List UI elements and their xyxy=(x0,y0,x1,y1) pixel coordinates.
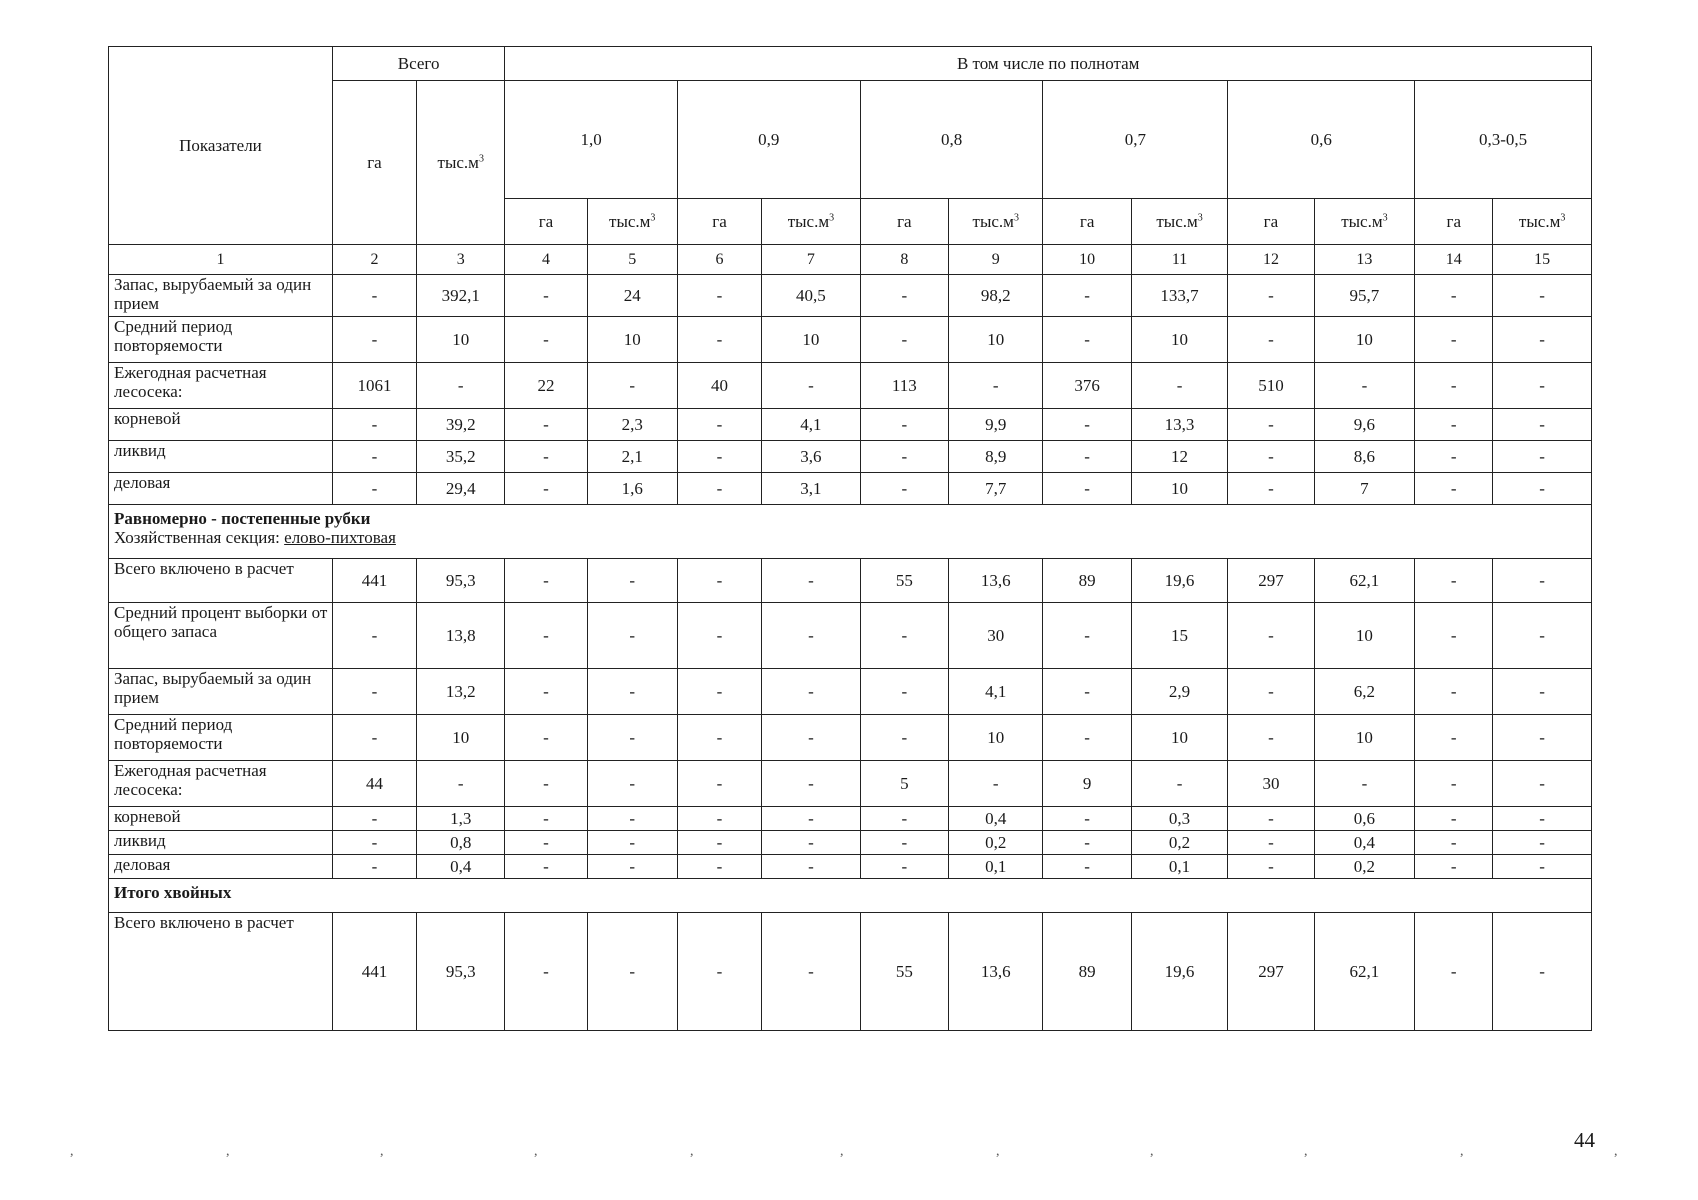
table-cell: - xyxy=(587,603,677,669)
table-cell: - xyxy=(587,761,677,807)
row-label: корневой xyxy=(109,409,333,441)
density-header-1: 1,0 xyxy=(505,81,678,199)
table-cell: - xyxy=(332,409,416,441)
table-cell: - xyxy=(1493,715,1592,761)
table-row xyxy=(109,275,1592,317)
table-cell: - xyxy=(1228,669,1314,715)
table-cell: - xyxy=(860,831,948,855)
table-row xyxy=(109,603,1592,669)
table-cell: - xyxy=(1493,275,1592,317)
table-cell: 5 xyxy=(860,761,948,807)
row-label: деловая xyxy=(109,855,333,879)
table-cell: 0,6 xyxy=(1314,807,1415,831)
section-row xyxy=(109,505,1592,559)
table-cell: 10 xyxy=(1314,715,1415,761)
table-row xyxy=(109,363,1592,409)
column-number: 2 xyxy=(332,245,416,275)
table-cell: 12 xyxy=(1131,441,1228,473)
scan-mark: , xyxy=(70,1144,74,1159)
table-row xyxy=(109,807,1592,831)
table-cell: - xyxy=(1043,441,1131,473)
table-cell: 13,3 xyxy=(1131,409,1228,441)
unit-m3-header: $тыс.м^3$ xyxy=(762,199,861,245)
table-cell: 2,9 xyxy=(1131,669,1228,715)
table-cell: 30 xyxy=(949,603,1043,669)
density-header-4: 0,7 xyxy=(1043,81,1228,199)
table-cell: - xyxy=(332,603,416,669)
table-row xyxy=(109,855,1592,879)
table-cell: 2,3 xyxy=(587,409,677,441)
table-cell: 95,7 xyxy=(1314,275,1415,317)
table-cell: - xyxy=(505,855,587,879)
table-cell: 10 xyxy=(1131,715,1228,761)
column-number: 3 xyxy=(417,245,505,275)
table-cell: 0,8 xyxy=(417,831,505,855)
total-header: Всего xyxy=(332,47,505,81)
table-cell: 55 xyxy=(860,559,948,603)
table-cell: 19,6 xyxy=(1131,559,1228,603)
table-cell: - xyxy=(677,559,761,603)
density-header-5: 0,6 xyxy=(1228,81,1415,199)
table-cell: - xyxy=(1228,603,1314,669)
table-cell: - xyxy=(677,317,761,363)
table-cell: 95,3 xyxy=(417,913,505,1031)
table-cell: 10 xyxy=(1314,317,1415,363)
table-cell: - xyxy=(677,807,761,831)
table-cell: 1,6 xyxy=(587,473,677,505)
table-cell: 510 xyxy=(1228,363,1314,409)
table-cell: - xyxy=(1415,913,1493,1031)
table-cell: - xyxy=(1131,761,1228,807)
table-cell: - xyxy=(762,855,861,879)
table-cell: - xyxy=(1043,317,1131,363)
row-label: Всего включено в расчет xyxy=(109,559,333,603)
table-cell: - xyxy=(1228,807,1314,831)
table-cell: - xyxy=(505,473,587,505)
unit-ha-header: га xyxy=(677,199,761,245)
table-cell: 4,1 xyxy=(762,409,861,441)
table-cell: 9,9 xyxy=(949,409,1043,441)
table-cell: - xyxy=(762,913,861,1031)
table-cell: - xyxy=(1228,275,1314,317)
unit-ha-header: га xyxy=(860,199,948,245)
table-cell: - xyxy=(417,761,505,807)
table-cell: 392,1 xyxy=(417,275,505,317)
table-cell: - xyxy=(860,807,948,831)
table-cell: - xyxy=(1415,441,1493,473)
table-cell: - xyxy=(677,669,761,715)
table-cell: - xyxy=(949,761,1043,807)
table-row xyxy=(109,761,1592,807)
table-cell: - xyxy=(1228,409,1314,441)
table-cell: - xyxy=(332,855,416,879)
table-cell: - xyxy=(860,409,948,441)
row-label: ликвид xyxy=(109,831,333,855)
table-cell: - xyxy=(1493,807,1592,831)
table-cell: - xyxy=(677,913,761,1031)
table-cell: - xyxy=(1415,363,1493,409)
by-density-header: В том числе по полнотам xyxy=(505,47,1592,81)
total-ha-header: га xyxy=(332,81,416,245)
table-cell: 13,6 xyxy=(949,913,1043,1031)
row-label: деловая xyxy=(109,473,333,505)
column-number: 1 xyxy=(109,245,333,275)
table-cell: 10 xyxy=(1314,603,1415,669)
table-cell: - xyxy=(1043,715,1131,761)
table-cell: - xyxy=(1493,761,1592,807)
table-cell: - xyxy=(1493,831,1592,855)
table-cell: - xyxy=(505,831,587,855)
table-cell: - xyxy=(1314,363,1415,409)
table-cell: 29,4 xyxy=(417,473,505,505)
row-label: корневой xyxy=(109,807,333,831)
column-number: 15 xyxy=(1493,245,1592,275)
column-number: 14 xyxy=(1415,245,1493,275)
table-cell: - xyxy=(860,275,948,317)
table-cell: - xyxy=(1043,275,1131,317)
table-cell: 22 xyxy=(505,363,587,409)
table-cell: 24 xyxy=(587,275,677,317)
section-row xyxy=(109,879,1592,913)
table-cell: 1061 xyxy=(332,363,416,409)
scan-mark: , xyxy=(1460,1144,1464,1159)
table-cell: - xyxy=(1043,807,1131,831)
table-row xyxy=(109,409,1592,441)
table-cell: - xyxy=(1415,275,1493,317)
table-cell: 62,1 xyxy=(1314,559,1415,603)
table-cell: 95,3 xyxy=(417,559,505,603)
density-header-6: 0,3-0,5 xyxy=(1415,81,1592,199)
unit-m3-header: $тыс.м^3$ xyxy=(1314,199,1415,245)
table-cell: 10 xyxy=(417,715,505,761)
table-cell: 0,2 xyxy=(949,831,1043,855)
table-cell: - xyxy=(332,441,416,473)
table-cell: 0,1 xyxy=(1131,855,1228,879)
table-cell: - xyxy=(505,559,587,603)
row-label: Ежегодная расчетная лесосека: xyxy=(109,761,333,807)
table-cell: - xyxy=(1228,855,1314,879)
column-number: 4 xyxy=(505,245,587,275)
felling-table xyxy=(108,46,1592,1031)
table-cell: - xyxy=(587,363,677,409)
table-cell: - xyxy=(762,807,861,831)
table-cell: - xyxy=(587,669,677,715)
indicators-header: Показатели xyxy=(109,47,333,245)
table-cell: 7 xyxy=(1314,473,1415,505)
table-cell: 0,2 xyxy=(1131,831,1228,855)
table-cell: - xyxy=(677,441,761,473)
table-cell: 4,1 xyxy=(949,669,1043,715)
unit-m3-header: $тыс.м^3$ xyxy=(587,199,677,245)
table-cell: - xyxy=(762,669,861,715)
table-cell: - xyxy=(677,473,761,505)
unit-m3-header: $тыс.м^3$ xyxy=(1131,199,1228,245)
table-cell: - xyxy=(1493,913,1592,1031)
column-number: 6 xyxy=(677,245,761,275)
table-cell: 0,4 xyxy=(417,855,505,879)
table-cell: - xyxy=(505,409,587,441)
row-label: Всего включено в расчет xyxy=(109,913,333,1031)
table-cell: - xyxy=(1228,441,1314,473)
table-cell: 15 xyxy=(1131,603,1228,669)
table-cell: 7,7 xyxy=(949,473,1043,505)
table-cell: - xyxy=(505,761,587,807)
unit-ha-header: га xyxy=(1415,199,1493,245)
table-cell: - xyxy=(1415,317,1493,363)
unit-ha-header: га xyxy=(1228,199,1314,245)
table-cell: 1,3 xyxy=(417,807,505,831)
table-row xyxy=(109,473,1592,505)
row-label: Запас, вырубаемый за один прием xyxy=(109,669,333,715)
table-cell: - xyxy=(505,807,587,831)
column-number: 11 xyxy=(1131,245,1228,275)
table-cell: 113 xyxy=(860,363,948,409)
table-cell: - xyxy=(860,441,948,473)
table-cell: 10 xyxy=(949,317,1043,363)
row-label: ликвид xyxy=(109,441,333,473)
table-cell: 35,2 xyxy=(417,441,505,473)
table-cell: - xyxy=(505,317,587,363)
table-cell: - xyxy=(505,715,587,761)
section-title: Равномерно - постепенные рубки xyxy=(114,509,371,528)
table-cell: - xyxy=(1493,317,1592,363)
table-cell: 10 xyxy=(587,317,677,363)
table-cell: - xyxy=(1043,669,1131,715)
table-cell: - xyxy=(677,275,761,317)
scan-mark: , xyxy=(226,1144,230,1159)
table-cell: - xyxy=(505,669,587,715)
table-cell: - xyxy=(677,715,761,761)
table-cell: - xyxy=(1493,603,1592,669)
scan-mark: , xyxy=(1150,1144,1154,1159)
total-m3-header: $тыс.м^3$ xyxy=(417,81,505,245)
scan-mark: , xyxy=(380,1144,384,1159)
table-cell: - xyxy=(677,831,761,855)
table-cell: - xyxy=(1043,473,1131,505)
table-cell: 0,3 xyxy=(1131,807,1228,831)
table-cell: - xyxy=(505,603,587,669)
density-header-3: 0,8 xyxy=(860,81,1043,199)
table-row xyxy=(109,913,1592,1031)
table-cell: - xyxy=(860,603,948,669)
table-cell: - xyxy=(1043,855,1131,879)
table-cell: - xyxy=(677,761,761,807)
scan-mark: , xyxy=(1304,1144,1308,1159)
table-cell: - xyxy=(1228,317,1314,363)
row-label: Средний период повторяемости xyxy=(109,317,333,363)
table-cell: - xyxy=(762,761,861,807)
scan-mark: , xyxy=(690,1144,694,1159)
scan-mark: , xyxy=(534,1144,538,1159)
table-cell: - xyxy=(1493,855,1592,879)
table-cell: - xyxy=(1415,807,1493,831)
table-cell: - xyxy=(332,473,416,505)
table-cell: 376 xyxy=(1043,363,1131,409)
table-cell: - xyxy=(332,715,416,761)
page-number: 44 xyxy=(1574,1128,1595,1152)
row-label: Средний процент выборки от общего запаса xyxy=(109,603,333,669)
table-cell: - xyxy=(1415,831,1493,855)
scan-mark: , xyxy=(996,1144,1000,1159)
table-cell: 0,1 xyxy=(949,855,1043,879)
table-cell: - xyxy=(587,807,677,831)
table-cell: - xyxy=(1314,761,1415,807)
table-cell: - xyxy=(1493,669,1592,715)
table-cell: - xyxy=(587,831,677,855)
table-row xyxy=(109,831,1592,855)
section-uniform-gradual xyxy=(109,505,1592,559)
table-cell: 89 xyxy=(1043,559,1131,603)
table-cell: 441 xyxy=(332,559,416,603)
column-number: 10 xyxy=(1043,245,1131,275)
table-cell: - xyxy=(1493,363,1592,409)
table-cell: - xyxy=(332,831,416,855)
table-cell: 8,9 xyxy=(949,441,1043,473)
table-cell: 30 xyxy=(1228,761,1314,807)
table-cell: - xyxy=(332,807,416,831)
table-cell: - xyxy=(1415,603,1493,669)
table-cell: - xyxy=(677,855,761,879)
table-cell: 13,6 xyxy=(949,559,1043,603)
table-cell: 44 xyxy=(332,761,416,807)
table-cell: - xyxy=(762,363,861,409)
table-cell: - xyxy=(1415,559,1493,603)
table-cell: 441 xyxy=(332,913,416,1031)
table-cell: 8,6 xyxy=(1314,441,1415,473)
column-number: 13 xyxy=(1314,245,1415,275)
column-number: 8 xyxy=(860,245,948,275)
table-cell: - xyxy=(1415,669,1493,715)
table-cell: - xyxy=(332,275,416,317)
density-header-2: 0,9 xyxy=(677,81,860,199)
table-cell: - xyxy=(860,669,948,715)
table-cell: 10 xyxy=(949,715,1043,761)
table-cell: - xyxy=(1493,473,1592,505)
section-subtitle: Хозяйственная секция: елово-пихтовая xyxy=(114,528,396,547)
table-cell: - xyxy=(762,715,861,761)
table-cell: 13,2 xyxy=(417,669,505,715)
table-cell: - xyxy=(677,603,761,669)
table-cell: 10 xyxy=(762,317,861,363)
table-cell: 6,2 xyxy=(1314,669,1415,715)
table-cell: 2,1 xyxy=(587,441,677,473)
table-cell: 0,2 xyxy=(1314,855,1415,879)
table-cell: - xyxy=(587,715,677,761)
table-row xyxy=(109,669,1592,715)
table-cell: - xyxy=(1493,409,1592,441)
table-cell: - xyxy=(1415,715,1493,761)
table-cell: - xyxy=(677,409,761,441)
table-cell: - xyxy=(1493,441,1592,473)
table-cell: 10 xyxy=(1131,317,1228,363)
table-cell: 98,2 xyxy=(949,275,1043,317)
column-number: 7 xyxy=(762,245,861,275)
table-cell: 10 xyxy=(417,317,505,363)
table-cell: - xyxy=(762,831,861,855)
column-number: 5 xyxy=(587,245,677,275)
unit-ha-header: га xyxy=(1043,199,1131,245)
table-cell: - xyxy=(1415,761,1493,807)
table-cell: - xyxy=(332,317,416,363)
scan-mark: , xyxy=(1614,1144,1618,1159)
table-cell: - xyxy=(1415,409,1493,441)
row-label: Ежегодная расчетная лесосека: xyxy=(109,363,333,409)
table-cell: - xyxy=(860,317,948,363)
table-cell: 62,1 xyxy=(1314,913,1415,1031)
unit-m3-header: $тыс.м^3$ xyxy=(1493,199,1592,245)
column-number: 9 xyxy=(949,245,1043,275)
table-cell: 40 xyxy=(677,363,761,409)
table-cell: 10 xyxy=(1131,473,1228,505)
table-cell: - xyxy=(332,669,416,715)
table-cell: - xyxy=(1228,473,1314,505)
table-cell: - xyxy=(949,363,1043,409)
table-cell: 39,2 xyxy=(417,409,505,441)
column-number: 12 xyxy=(1228,245,1314,275)
table-cell: - xyxy=(1228,715,1314,761)
table-cell: - xyxy=(505,441,587,473)
table-cell: - xyxy=(1415,473,1493,505)
table-cell: - xyxy=(587,913,677,1031)
section-total-conifers xyxy=(109,879,1592,913)
table-cell: 297 xyxy=(1228,913,1314,1031)
table-cell: - xyxy=(1043,409,1131,441)
scan-mark: , xyxy=(840,1144,844,1159)
table-cell: - xyxy=(417,363,505,409)
row-label: Средний период повторяемости xyxy=(109,715,333,761)
table-row xyxy=(109,441,1592,473)
table-row xyxy=(109,317,1592,363)
table-row xyxy=(109,559,1592,603)
table-cell: - xyxy=(1131,363,1228,409)
table-cell: - xyxy=(505,275,587,317)
table-cell: - xyxy=(1493,559,1592,603)
unit-ha-header: га xyxy=(505,199,587,245)
unit-m3-header: $тыс.м^3$ xyxy=(949,199,1043,245)
table-row xyxy=(109,715,1592,761)
table-cell: 3,6 xyxy=(762,441,861,473)
table-cell: - xyxy=(860,473,948,505)
table-cell: - xyxy=(762,559,861,603)
table-cell: - xyxy=(1415,855,1493,879)
table-cell: - xyxy=(762,603,861,669)
table-cell: 133,7 xyxy=(1131,275,1228,317)
table-cell: 0,4 xyxy=(1314,831,1415,855)
table-cell: 40,5 xyxy=(762,275,861,317)
table-cell: 55 xyxy=(860,913,948,1031)
forest-table-sheet xyxy=(108,46,1592,1031)
table-cell: 3,1 xyxy=(762,473,861,505)
section-title: Итого хвойных xyxy=(114,883,232,902)
table-cell: - xyxy=(1228,831,1314,855)
table-cell: 19,6 xyxy=(1131,913,1228,1031)
table-cell: - xyxy=(1043,831,1131,855)
row-label: Запас, вырубаемый за один прием xyxy=(109,275,333,317)
table-cell: - xyxy=(587,559,677,603)
table-cell: - xyxy=(860,855,948,879)
table-cell: 9,6 xyxy=(1314,409,1415,441)
table-cell: 13,8 xyxy=(417,603,505,669)
table-cell: - xyxy=(587,855,677,879)
table-cell: 9 xyxy=(1043,761,1131,807)
table-cell: - xyxy=(860,715,948,761)
table-cell: - xyxy=(1043,603,1131,669)
table-cell: 297 xyxy=(1228,559,1314,603)
table-cell: 0,4 xyxy=(949,807,1043,831)
table-cell: 89 xyxy=(1043,913,1131,1031)
table-cell: - xyxy=(505,913,587,1031)
